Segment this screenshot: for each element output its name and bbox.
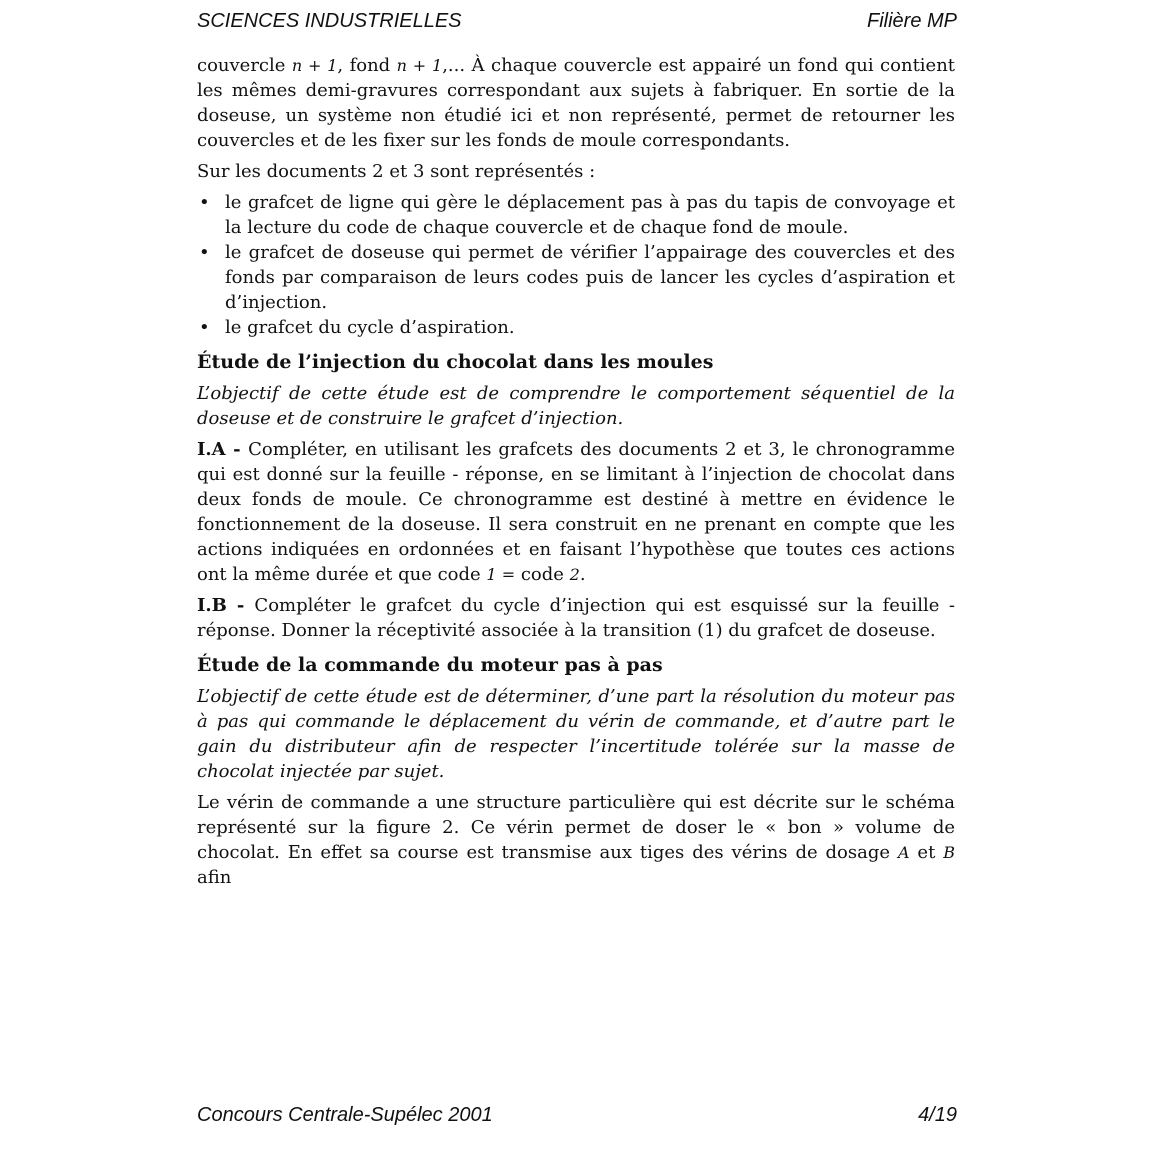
question-text: Compléter, en utilisant les grafcets des documents 2 et 3, le chronogramme qui est donné sur la feuille - réponse, en se limitant à l’injection de chocolat dans deux fonds de moule. Ce chronogramme est destiné à mettre en évidence le fonctionnement de la doseuse. Il sera construit en ne prenant en compte que les actions indiquées en ordonnées et en faisant l’hypothèse que toutes ces actions ont la même durée et que code [197, 439, 955, 585]
list-item-text: le grafcet de ligne qui gère le déplacement pas à pas du tapis de convoyage et la lecture du code de chaque couvercle et de chaque fond de moule. [225, 192, 955, 238]
math-B: B [943, 843, 955, 862]
math-n-plus-1: n + 1 [291, 56, 338, 75]
paragraph-intro [197, 53, 955, 153]
paragraph-documents: Sur les documents 2 et 3 sont représentés : [197, 161, 596, 182]
bullet-list [197, 190, 955, 340]
paragraph-verin [197, 790, 955, 890]
page-footer [197, 1104, 957, 1132]
section-title-motor: Étude de la commande du moteur pas à pas [197, 654, 663, 676]
math-code-2: 2 [569, 565, 580, 584]
list-item [197, 240, 955, 315]
page-number: 4/19 [918, 1104, 957, 1126]
text-run: ,... À chaque couvercle est appairé un fond qui contient les mêmes demi-gravures correspondant aux sujets à fabriquer. En sortie de la doseuse, un système non étudié ici et non représenté, permet de retourner les couvercles et de les fixer sur les fonds de moule correspondants. [197, 55, 956, 151]
list-item-text: le grafcet du cycle d’aspiration. [225, 317, 515, 338]
bullet-icon: • [199, 242, 210, 263]
list-item [197, 315, 955, 340]
question-text: Compléter le grafcet du cycle d’injection qui est esquissé sur la feuille - réponse. Donner la réceptivité associée à la transition (1) du grafcet de doseuse. [197, 595, 956, 641]
math-code-1: 1 = [486, 565, 516, 584]
page-header [197, 10, 957, 38]
question-IA [197, 437, 955, 587]
text-run: Le vérin de commande a une structure particulière qui est décrite sur le schéma représenté sur la figure 2. Ce vérin permet de doser le « bon » volume de chocolat. En effet sa course est transmise aux tiges des vérins de dosage [197, 792, 955, 863]
text-run: afin [197, 867, 232, 888]
section-title-injection: Étude de l’injection du chocolat dans les moules [197, 351, 714, 373]
header-track: Filière MP [866, 10, 957, 32]
math-n-plus-1: n + 1 [396, 56, 443, 75]
text-run: code [515, 564, 570, 585]
footer-contest: Concours Centrale-Supélec 2001 [197, 1104, 493, 1126]
question-label: I.B - [197, 595, 255, 616]
text-run: , fond [337, 55, 397, 76]
page-content [197, 53, 955, 896]
question-label: I.A - [197, 439, 249, 460]
list-item-text: le grafcet de doseuse qui permet de vérifier l’appairage des couvercles et des fonds par comparaison de leurs codes puis de lancer les cycles d’aspiration et d’injection. [225, 242, 955, 313]
text-run: couvercle [197, 55, 292, 76]
text-run: et [909, 842, 944, 863]
bullet-icon: • [199, 192, 210, 213]
question-IB [197, 593, 955, 643]
header-subject: SCIENCES INDUSTRIELLES [197, 10, 462, 32]
math-A: A [897, 843, 910, 862]
list-item [197, 190, 955, 240]
objective-injection: L’objectif de cette étude est de comprendre le comportement séquentiel de la doseuse et de construire le grafcet d’injection. [197, 383, 955, 429]
objective-motor: L’objectif de cette étude est de déterminer, d’une part la résolution du moteur pas à pas qui commande le déplacement du vérin de commande, et d’autre part le gain du distributeur afin de respecter l’incertitude tolérée sur la masse de chocolat injectée par sujet. [197, 686, 955, 782]
bullet-icon: • [199, 317, 210, 338]
text-run: . [579, 564, 586, 585]
